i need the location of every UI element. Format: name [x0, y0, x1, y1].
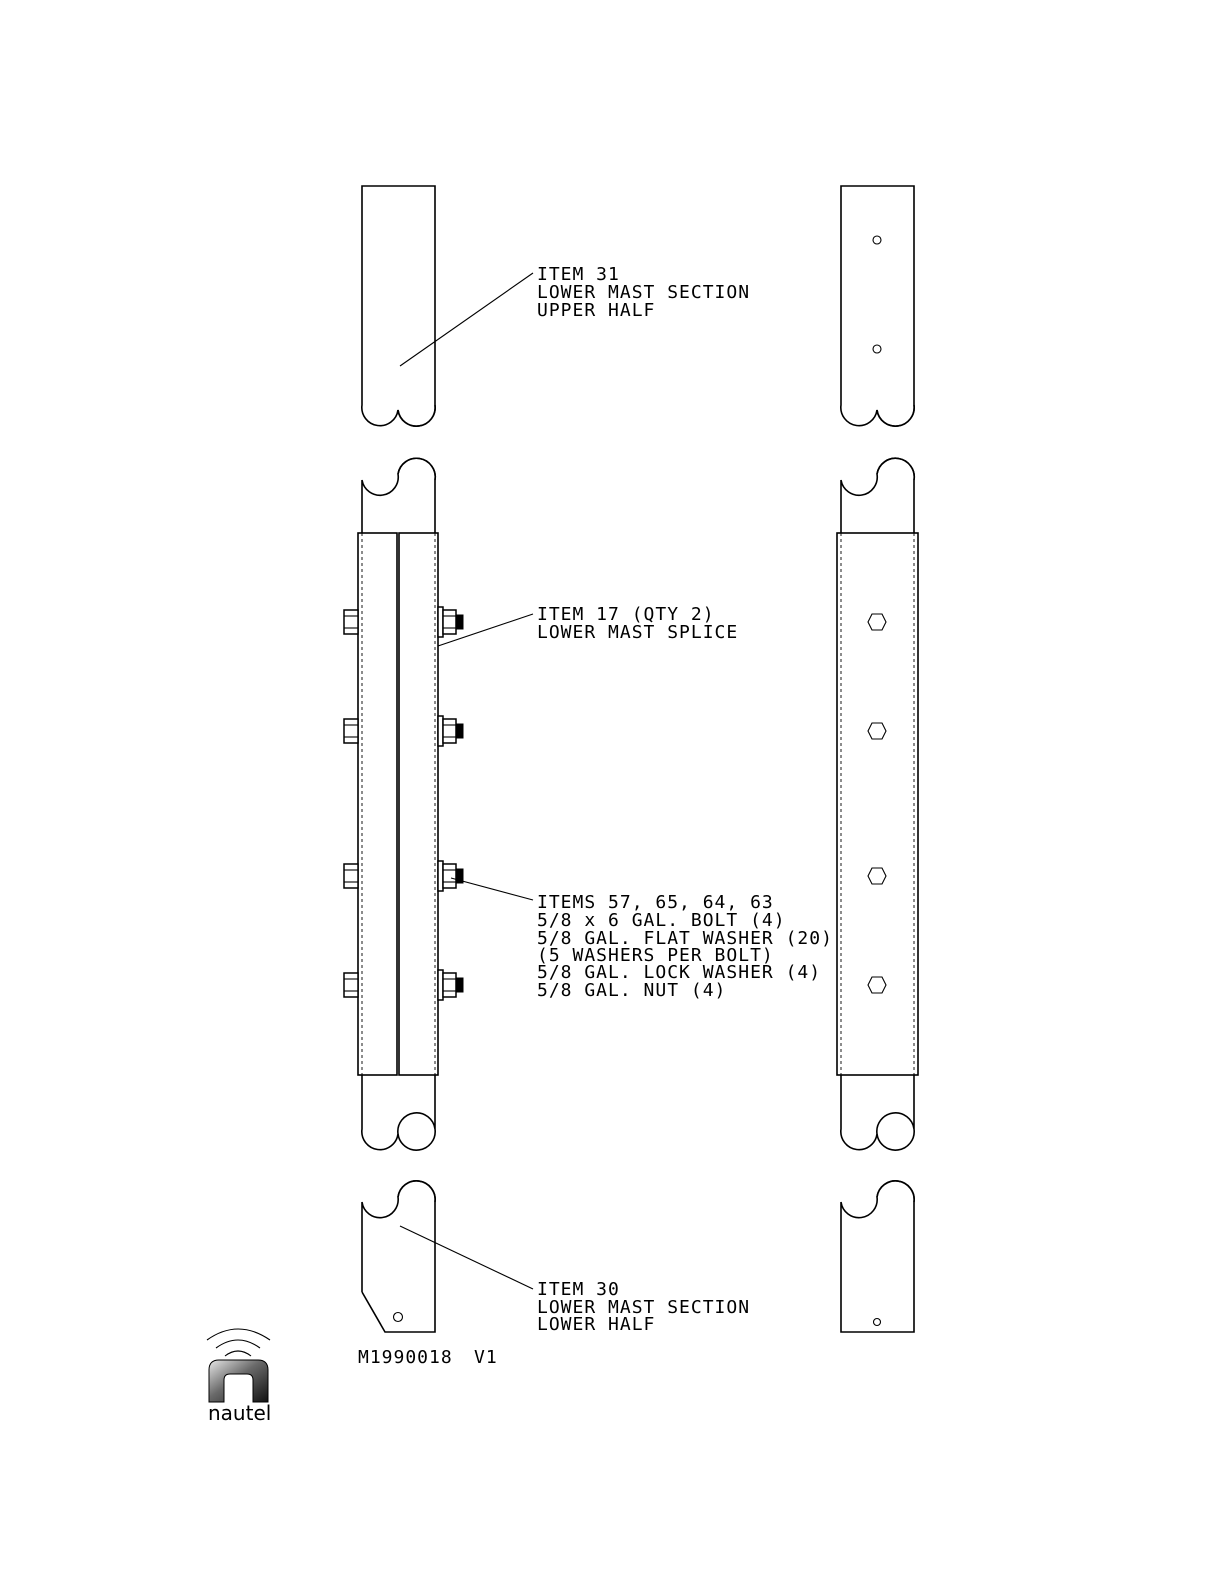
drawing-number: M1990018 — [358, 1347, 453, 1368]
upper-half-right-view — [841, 186, 914, 426]
hex-nut — [868, 977, 886, 993]
callout-text: 5/8 x 6 GAL. BOLT (4) — [537, 910, 786, 931]
callout-text: ITEM 31 — [537, 264, 620, 285]
callout-text: (5 WASHERS PER BOLT) — [537, 945, 774, 966]
callout-text: 5/8 GAL. LOCK WASHER (4) — [537, 962, 822, 983]
callout-text: LOWER MAST SECTION — [537, 1297, 751, 1318]
callout-text: 5/8 GAL. FLAT WASHER (20) — [537, 928, 833, 949]
lower-half-left-view — [362, 1181, 435, 1332]
callout-text: UPPER HALF — [537, 300, 656, 321]
upper-half-left-view — [362, 186, 435, 426]
hex-nut — [868, 614, 886, 630]
callout-text: LOWER MAST SECTION — [537, 282, 751, 303]
nut-and-washers — [438, 716, 463, 746]
callout-text: ITEM 30 — [537, 1279, 620, 1300]
callout-text: LOWER HALF — [537, 1314, 656, 1335]
bolt-head — [344, 610, 358, 634]
bolt-hole — [873, 236, 881, 244]
bolt-head — [344, 864, 358, 888]
splice-right-view — [837, 458, 918, 1150]
leader-line-item-30 — [400, 1226, 533, 1289]
bolt-head — [344, 973, 358, 997]
nautel-logo-icon — [207, 1329, 271, 1425]
lower-half-right-view — [841, 1181, 914, 1332]
bolt-hole — [394, 1313, 403, 1322]
leader-line-hardware — [451, 878, 533, 900]
callout-item-17 — [537, 604, 738, 643]
drawing-version: V1 — [474, 1347, 498, 1368]
callout-item-30 — [537, 1279, 750, 1335]
bolt-hole — [873, 345, 881, 353]
callout-hardware — [537, 892, 833, 1001]
callout-text: 5/8 GAL. NUT (4) — [537, 980, 727, 1001]
leader-line-item-31 — [400, 273, 533, 366]
callout-text: LOWER MAST SPLICE — [537, 622, 739, 643]
logo-wordmark: nautel — [208, 1401, 272, 1425]
callout-text: ITEMS 57, 65, 64, 63 — [537, 892, 774, 913]
hex-nut — [868, 868, 886, 884]
nut-and-washers — [438, 861, 463, 891]
nut-and-washers — [438, 607, 463, 637]
bolt-head — [344, 719, 358, 743]
callout-item-31 — [537, 264, 750, 321]
splice-plate — [358, 533, 397, 1075]
splice-left-view — [344, 458, 463, 1150]
splice-plate — [399, 533, 438, 1075]
hex-nut — [868, 723, 886, 739]
bolt-hole — [874, 1319, 881, 1326]
nut-and-washers — [438, 970, 463, 1000]
callout-text: ITEM 17 (QTY 2) — [537, 604, 715, 625]
